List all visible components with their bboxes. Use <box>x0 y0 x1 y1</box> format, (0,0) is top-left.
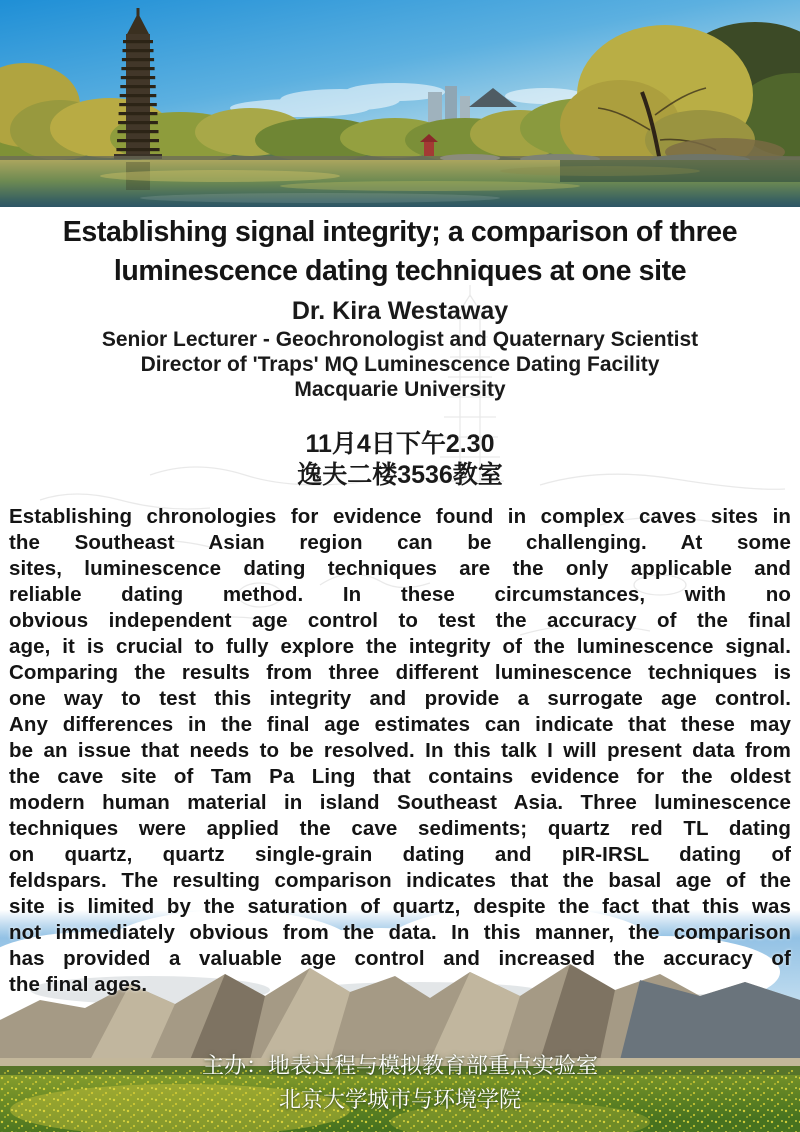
poster-content <box>0 207 800 998</box>
speaker-name: Dr. Kira Westaway <box>291 297 509 325</box>
speaker-university: Macquarie University <box>294 378 506 401</box>
speaker-role: Senior Lecturer - Geochronologist and Quaternary Scientist <box>101 328 699 351</box>
abstract-line: techniques were applied the cave sediments; quartz red TL dating <box>9 817 791 840</box>
abstract-line: Any differences in the final age estimates can indicate that these may <box>9 713 791 736</box>
abstract-line: the final ages. <box>9 973 148 996</box>
abstract-line: site is limited by the saturation of quartz, despite the fact that this was <box>9 895 791 918</box>
abstract-line: Comparing the results from three different luminescence techniques is <box>9 661 791 684</box>
abstract-line: be an issue that needs to be resolved. In this talk I will present data from <box>9 739 791 762</box>
abstract-line: age, it is crucial to fully explore the integrity of the luminescence signal. <box>9 635 791 658</box>
abstract-line: obvious independent age control to test the accuracy of the final <box>9 609 791 632</box>
abstract-line: reliable dating method. In these circumstances, with no <box>9 583 791 606</box>
talk-title-line1: Establishing signal integrity; a comparison of three <box>62 216 738 248</box>
abstract-line: Establishing chronologies for evidence found in complex caves sites in <box>9 505 791 528</box>
host-line-2: 北京大学城市与环境学院 <box>278 1087 521 1112</box>
abstract-line: has provided a valuable age control and increased the accuracy of <box>9 947 791 970</box>
header-photo-weiming-lake <box>0 0 800 207</box>
abstract <box>9 504 791 998</box>
talk-title-line2: luminescence dating techniques at one site <box>113 255 687 287</box>
abstract-line: the cave site of Tam Pa Ling that contains evidence for the oldest <box>9 765 791 788</box>
abstract-line: on quartz, quartz single-grain dating and pIR-IRSL dating of <box>9 843 791 866</box>
event-venue: 逸夫二楼3536教室 <box>297 461 503 489</box>
speaker-position: Director of 'Traps' MQ Luminescence Dating Facility <box>140 353 660 376</box>
abstract-line: modern human material in island Southeast Asia. Three luminescence <box>9 791 791 814</box>
talk-title <box>9 213 791 291</box>
abstract-line: not immediately obvious from the data. In this manner, the comparison <box>9 921 791 944</box>
abstract-line: one way to test this integrity and provide a surrogate age control. <box>9 687 791 710</box>
abstract-line: sites, luminescence dating techniques are the only applicable and <box>9 557 791 580</box>
host-line-1: 主办：地表过程与模拟教育部重点实验室 <box>201 1053 598 1078</box>
abstract-line: feldspars. The resulting comparison indicates that the basal age of the <box>9 869 791 892</box>
host-info <box>0 1049 800 1116</box>
abstract-line: the Southeast Asian region can be challenging. At some <box>9 531 791 554</box>
event-datetime: 11月4日下午2.30 <box>305 430 495 458</box>
lake-water <box>0 160 800 207</box>
event-details <box>9 429 791 491</box>
